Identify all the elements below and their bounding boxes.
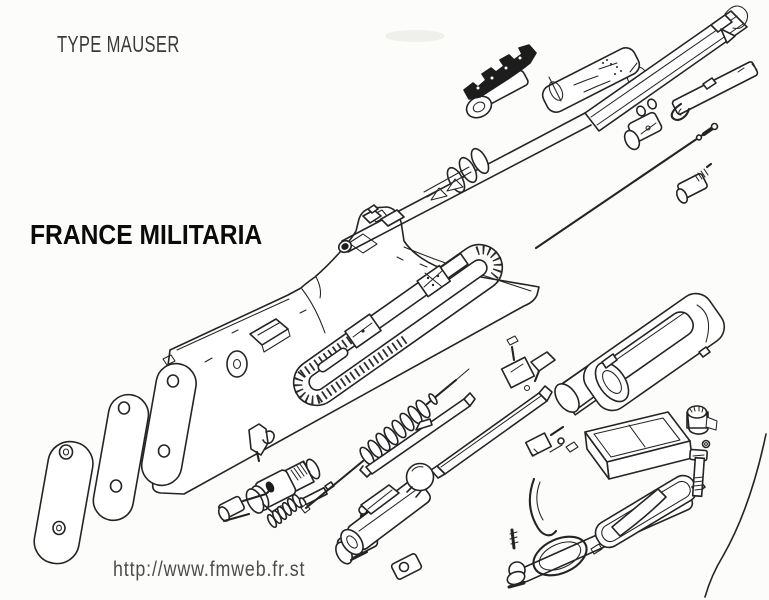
floor-plate-part <box>591 471 705 552</box>
bolt-stop-rail-part <box>431 386 552 478</box>
rear-sight-part <box>463 45 536 122</box>
oiler-part <box>675 164 711 205</box>
buttplate-part <box>31 438 97 567</box>
receiver-shroud-part <box>577 287 731 417</box>
type-label: TYPE MAUSER <box>57 31 180 57</box>
website-url-text: http://www.fmweb.fr.st <box>113 558 306 581</box>
trigger-part <box>530 479 556 535</box>
bolt-stop-part <box>502 336 555 391</box>
strap-fragment-part <box>705 434 766 597</box>
brand-title: FRANCE MILITARIA <box>30 219 263 250</box>
barrel-receiver-part <box>337 6 748 255</box>
magazine-box-part <box>585 412 692 479</box>
